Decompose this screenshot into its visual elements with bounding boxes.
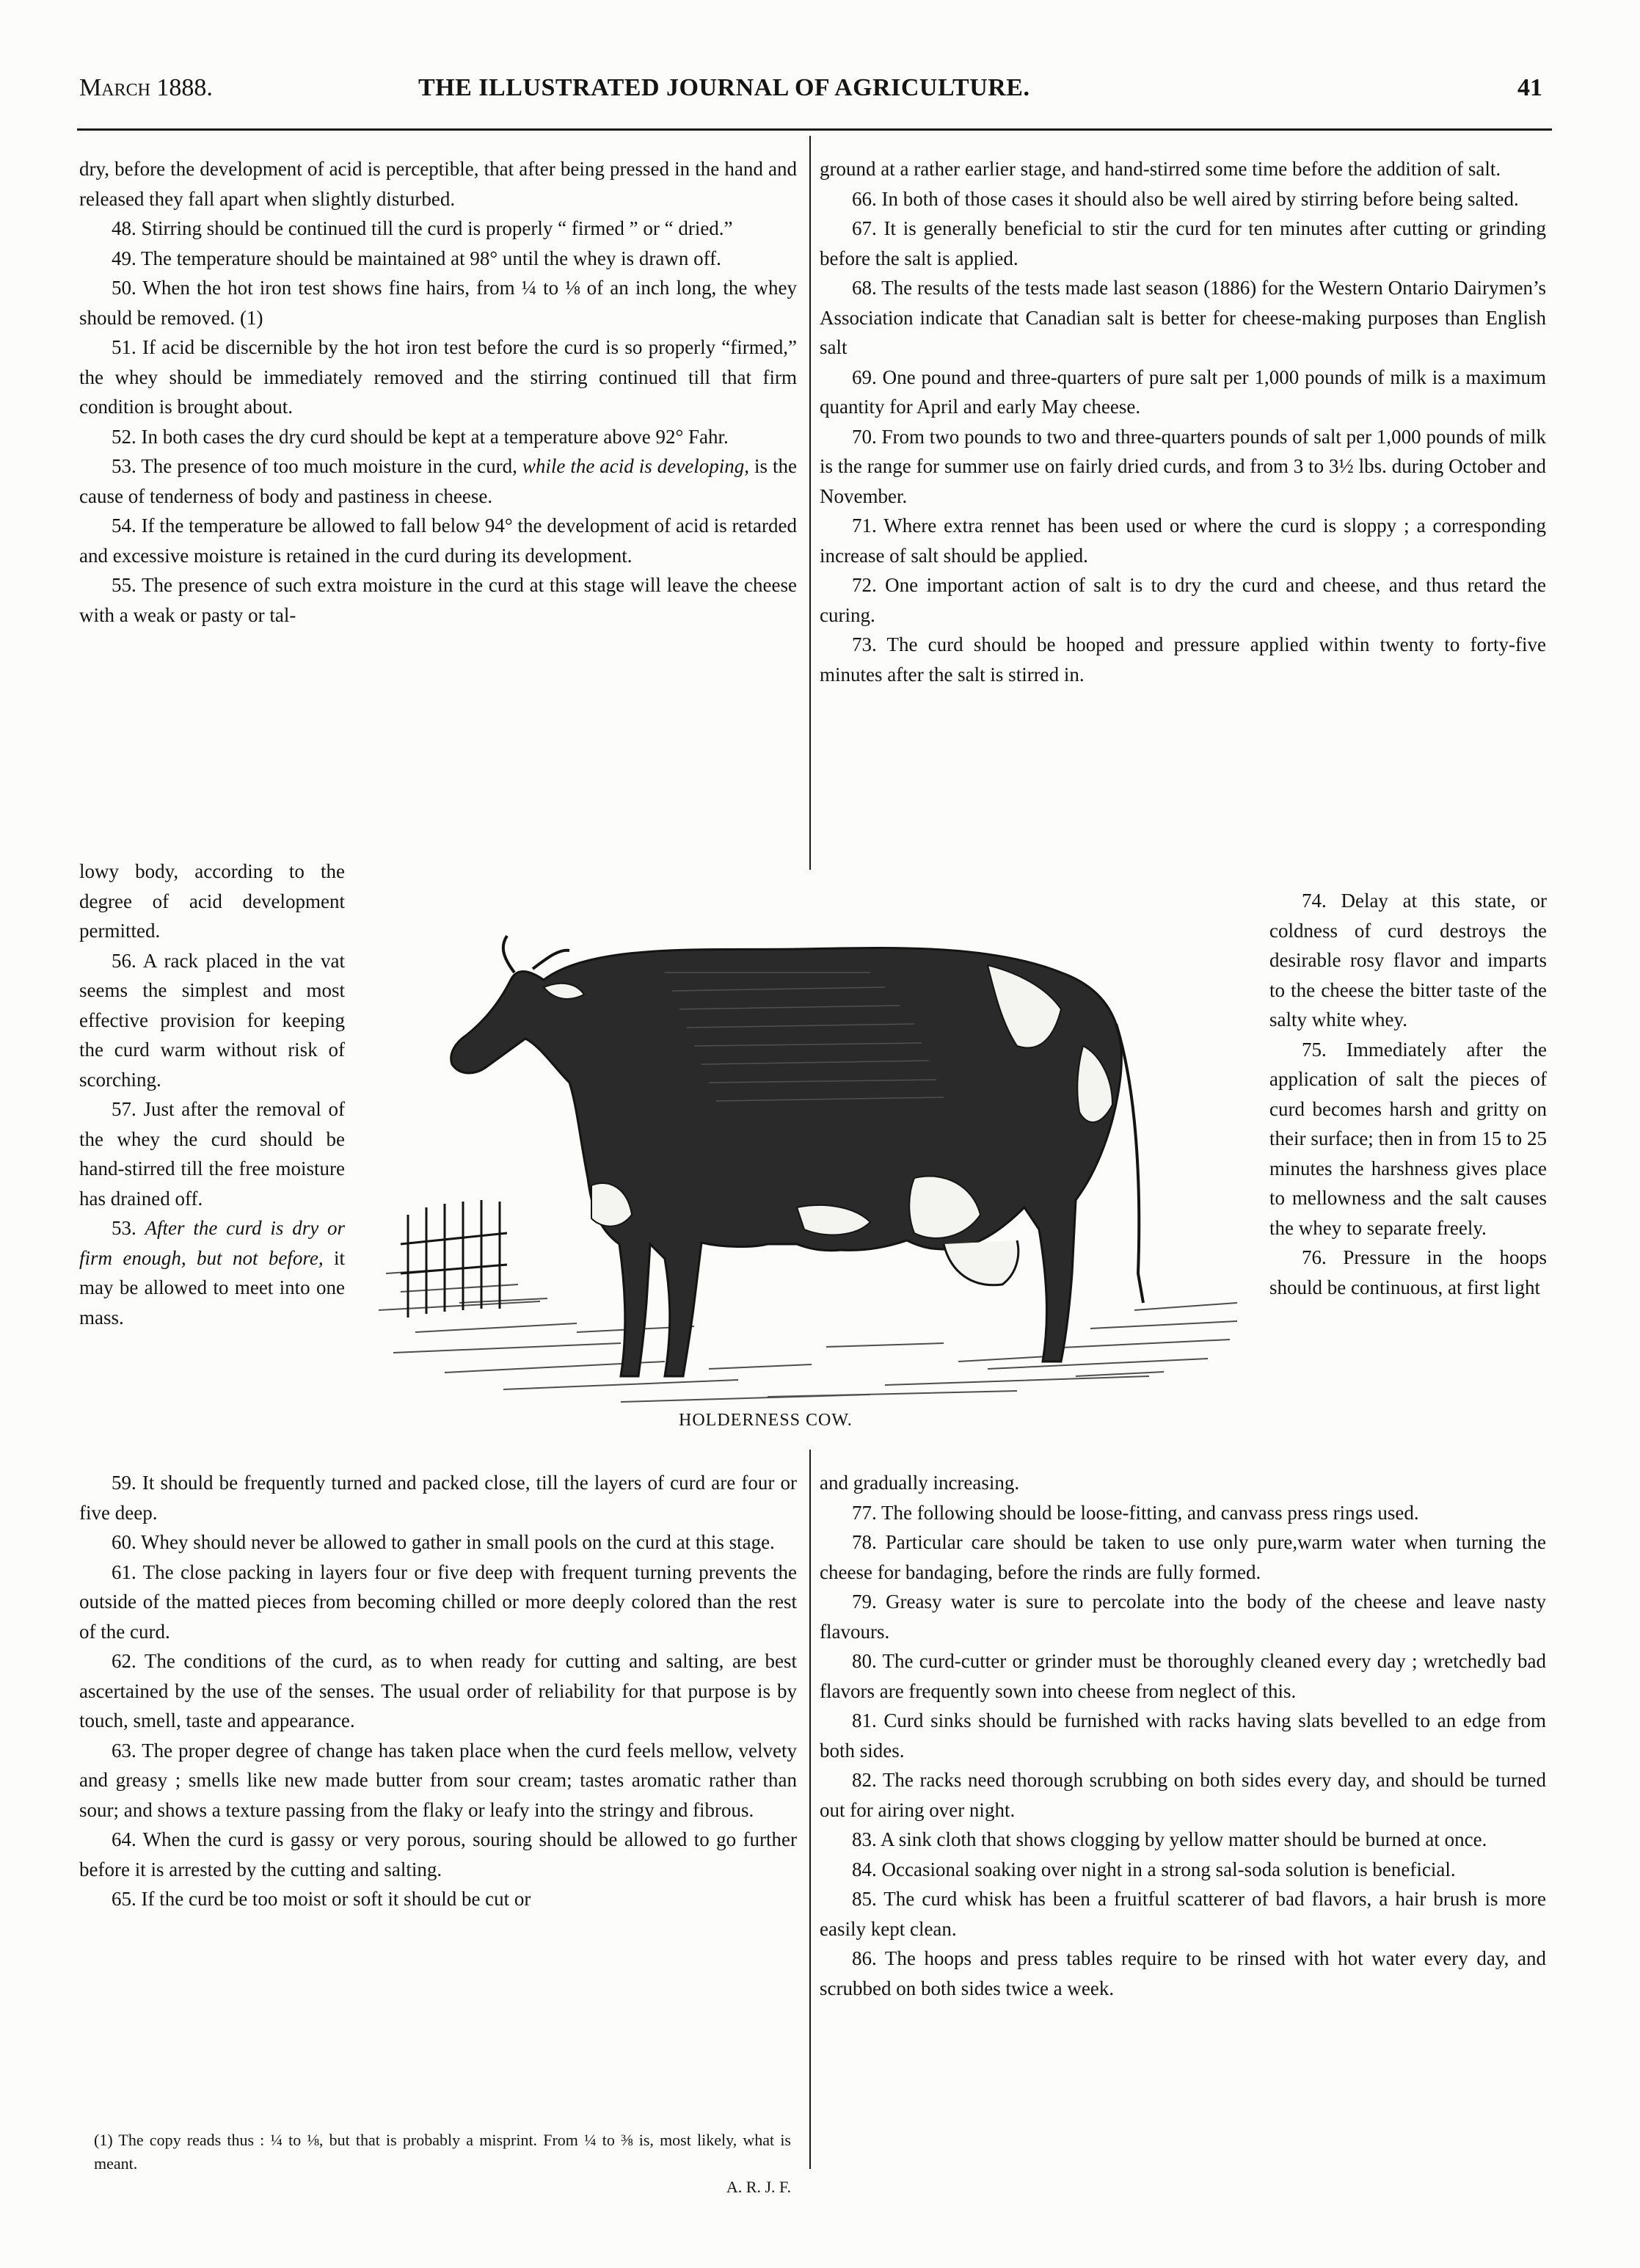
paragraph-83: 83. A sink cloth that shows clogging by yellow matter should be burned at once. — [852, 1828, 1487, 1850]
figure-caption: HOLDERNESS COW. — [679, 1411, 853, 1430]
footnote — [94, 2129, 791, 2199]
paragraph-79: 79. Greasy water is sure to percolate into the body of the cheese and leave nasty flavours. — [820, 1591, 1546, 1643]
journal-title: THE ILLUSTRATED JOURNAL OF AGRICULTURE. — [418, 74, 1030, 101]
paragraph-56: 56. A rack placed in the vat seems the simplest and most effective provision for keeping the curd warm without risk of scorching. — [79, 949, 345, 1091]
paragraph: and gradually increasing. — [820, 1472, 1020, 1494]
paragraph-61: 61. The close packing in layers four or five deep with frequent turning prevents the outside of the matted pieces from becoming chilled or more deeply colored than the rest of the curd. — [79, 1560, 797, 1643]
right-column-upper — [820, 154, 1546, 689]
paragraph-51: 51. If acid be discernible by the hot iron test before the curd is so properly “firmed,” the whey should be immediately removed and the stirring continued till that firm condition is brought about. — [79, 336, 797, 418]
paragraph-77: 77. The following should be loose-fitting, and canvass press rings used. — [852, 1501, 1419, 1524]
italic-phrase: After the curd is dry or firm enough, but not before, — [79, 1217, 345, 1269]
paragraph: dry, before the development of acid is perceptible, that after being pressed in the hand and released they fall apart when slightly disturbed. — [79, 158, 797, 210]
paragraph-60: 60. Whey should never be allowed to gather in small pools on the curd at this stage. — [112, 1531, 775, 1553]
left-column-upper — [79, 154, 797, 630]
column-rule-lower — [809, 1450, 811, 2169]
paragraph-71: 71. Where extra rennet has been used or where the curd is sloppy ; a corresponding increase of salt should be applied. — [820, 515, 1546, 567]
footnote-text: (1) The copy reads thus : ¼ to ⅛, but that is probably a misprint. From ¼ to ⅜ is, most likely, what is meant. — [94, 2131, 791, 2173]
ground-shading — [379, 1268, 1237, 1402]
paragraph: ground at a rather earlier stage, and hand-stirred some time before the addition of salt. — [820, 158, 1501, 180]
left-column-narrow — [79, 857, 345, 1332]
paragraph-81: 81. Curd sinks should be furnished with racks having slats bevelled to an edge from both sides. — [820, 1709, 1546, 1762]
paragraph-72: 72. One important action of salt is to dry the curd and cheese, and thus retard the curing. — [820, 574, 1546, 626]
right-column-narrow — [1269, 886, 1547, 1302]
paragraph-55: 55. The presence of such extra moisture in the curd at this stage will leave the cheese with a weak or pasty or tal- — [79, 574, 797, 626]
holderness-cow-illustration — [357, 862, 1259, 1417]
paragraph-65: 65. If the curd be too moist or soft it should be cut or — [112, 1888, 531, 1910]
issue-date: March 1888. — [79, 74, 213, 101]
paragraph-74: 74. Delay at this state, or coldness of curd destroys the desirable rosy flavor and imparts to the cheese the bitter taste of the salty white whey. — [1269, 890, 1547, 1031]
paragraph: lowy body, according to the degree of acid development permitted. — [79, 860, 345, 942]
page-number: 41 — [1517, 74, 1542, 101]
footnote-signature: A. R. J. F. — [726, 2178, 791, 2196]
paragraph-52: 52. In both cases the dry curd should be kept at a temperature above 92° Fahr. — [112, 425, 729, 448]
paragraph-tail: it may be allowed to meet into one mass. — [79, 1246, 345, 1329]
paragraph-78: 78. Particular care should be taken to use only pure,warm water when turning the cheese for bandaging, before the rinds are fully formed. — [820, 1531, 1546, 1583]
fence — [401, 1200, 507, 1317]
paragraph-64: 64. When the curd is gassy or very porous, souring should be allowed to go further before it is arrested by the cutting and salting. — [79, 1828, 797, 1880]
paragraph-62: 62. The conditions of the curd, as to when ready for cutting and salting, are best ascertained by the use of the senses. The usual order of reliability for that purpose is by touch, smell, taste and appearance. — [79, 1650, 797, 1731]
paragraph-58 — [79, 1213, 345, 1332]
paragraph-73: 73. The curd should be hooped and pressure applied within twenty to forty-five minutes after the salt is stirred in. — [820, 633, 1546, 686]
paragraph-63: 63. The proper degree of change has taken place when the curd feels mellow, velvety and greasy ; smells like new made butter from sour cream; tastes aromatic rather than sour; and shows a texture passing from the flaky or leafy into the stringy and fibrous. — [79, 1739, 797, 1821]
cow — [451, 936, 1143, 1376]
paragraph-54: 54. If the temperature be allowed to fall below 94° the development of acid is retarded and excessive moisture is retained in the curd during its development. — [79, 515, 797, 567]
right-column-lower — [820, 1468, 1546, 2003]
paragraph-49: 49. The temperature should be maintained at 98° until the whey is drawn off. — [112, 247, 721, 269]
paragraph-76: 76. Pressure in the hoops should be continuous, at first light — [1269, 1246, 1547, 1298]
paragraph-82: 82. The racks need thorough scrubbing on both sides every day, and should be turned out for airing over night. — [820, 1769, 1546, 1821]
paragraph-84: 84. Occasional soaking over night in a strong sal-soda solution is beneficial. — [852, 1858, 1456, 1880]
paragraph-86: 86. The hoops and press tables require to be rinsed with hot water every day, and scrubbed on both sides twice a week. — [820, 1947, 1546, 1999]
paragraph-57: 57. Just after the removal of the whey the curd should be hand-stirred till the free moisture has drained off. — [79, 1098, 345, 1210]
paragraph-68: 68. The results of the tests made last season (1886) for the Western Ontario Dairymen’s Association indicate that Canadian salt is better for cheese-making purposes than English salt — [820, 277, 1546, 358]
paragraph-80: 80. The curd-cutter or grinder must be thoroughly cleaned every day ; wretchedly bad flavors are frequently sown into cheese from neglect of this. — [820, 1650, 1546, 1702]
header-rule — [77, 128, 1552, 131]
paragraph-85: 85. The curd whisk has been a fruitful scatterer of bad flavors, a hair brush is more easily kept clean. — [820, 1888, 1546, 1940]
column-rule-upper — [809, 136, 811, 870]
paragraph-59: 59. It should be frequently turned and packed close, till the layers of curd are four or five deep. — [79, 1472, 797, 1524]
paragraph-75: 75. Immediately after the application of salt the pieces of curd becomes harsh and gritty on their surface; then in from 15 to 25 minutes the harshness gives place to mellowness and the salt causes the whey to separate freely. — [1269, 1038, 1547, 1239]
paragraph-67: 67. It is generally beneficial to stir the curd for ten minutes after cutting or grinding before the salt is applied. — [820, 217, 1546, 269]
paragraph-53: 53. The presence of too much moisture in the curd, while the acid is developing, is the cause of tenderness of body and pastiness in cheese. — [79, 455, 797, 507]
paragraph-number: 53. — [112, 1217, 145, 1239]
paragraph-69: 69. One pound and three-quarters of pure salt per 1,000 pounds of milk is a maximum quantity for April and early May cheese. — [820, 366, 1546, 418]
paragraph-70: 70. From two pounds to two and three-quarters pounds of salt per 1,000 pounds of milk is the range for summer use on fairly dried curds, and from 3 to 3½ lbs. during October and November. — [820, 425, 1546, 507]
paragraph-66: 66. In both of those cases it should also be well aired by stirring before being salted. — [852, 187, 1519, 210]
left-column-lower — [79, 1468, 797, 1914]
paragraph-48: 48. Stirring should be continued till the curd is properly “ firmed ” or “ dried.” — [112, 217, 733, 239]
paragraph-50: 50. When the hot iron test shows fine hairs, from ¼ to ⅛ of an inch long, the whey should be removed. (1) — [79, 277, 797, 329]
